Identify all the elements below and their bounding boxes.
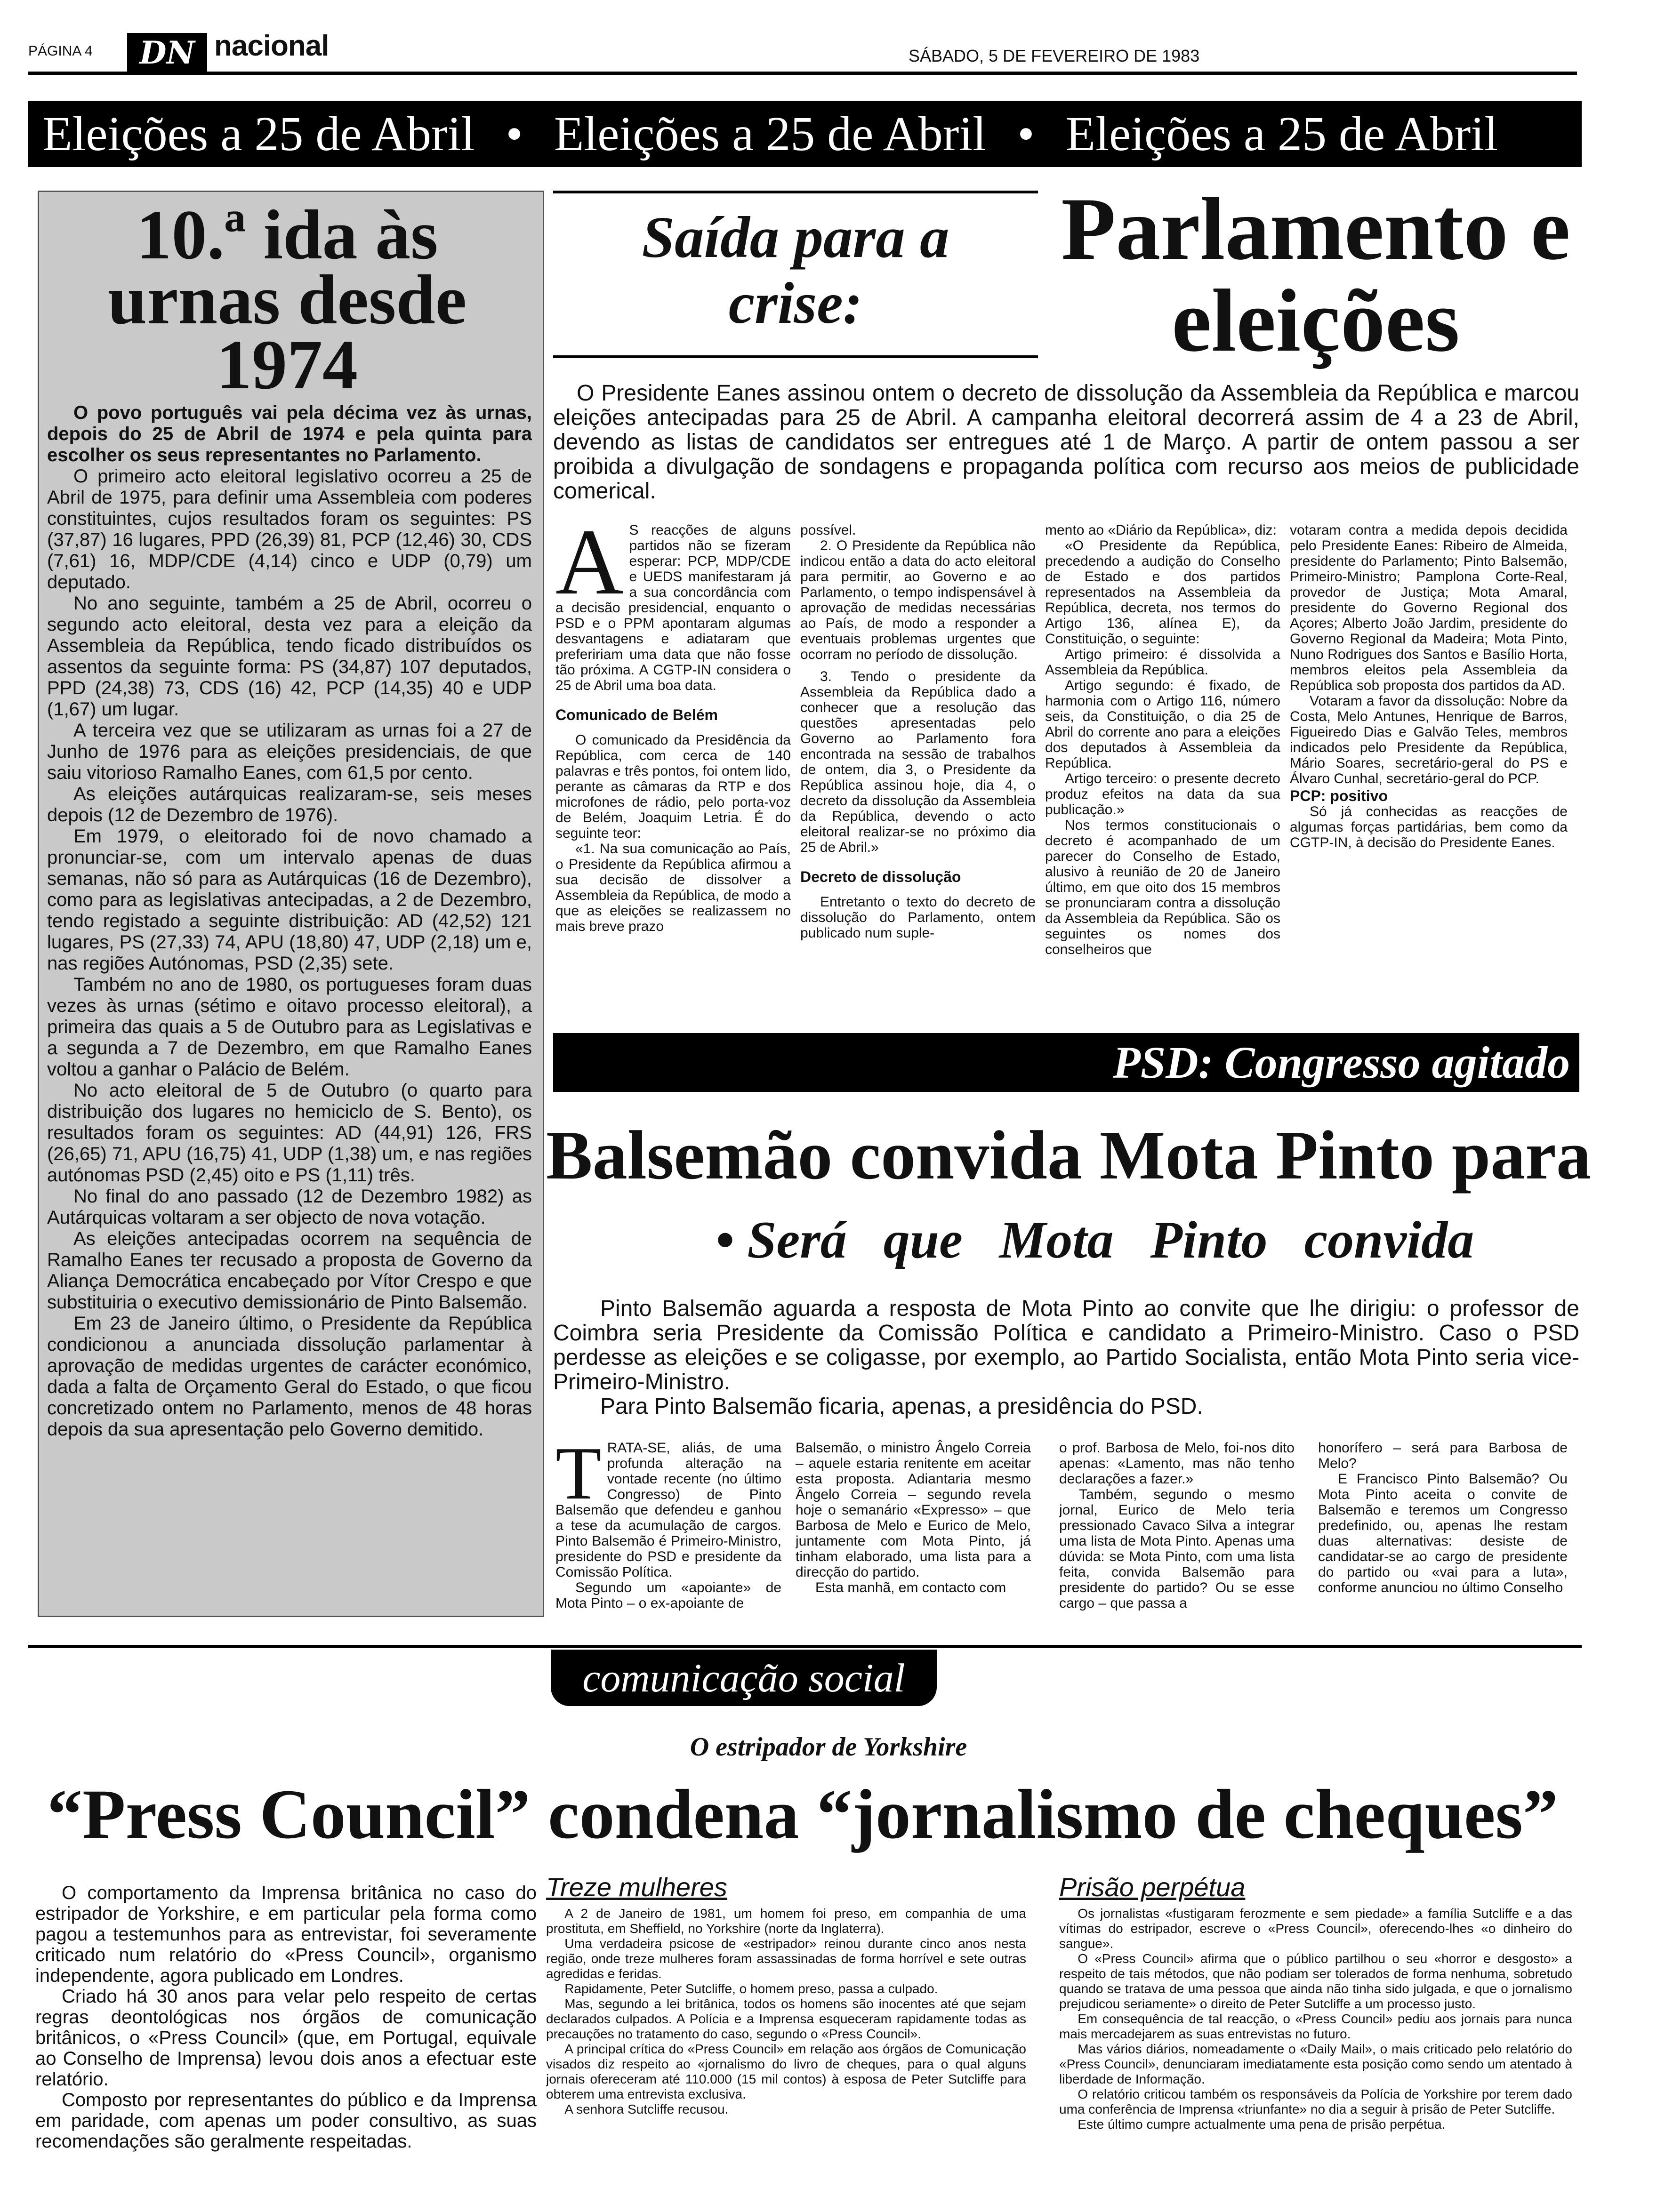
- parlamento-col-3: [1045, 522, 1280, 1012]
- sidebar-paragraph: No ano seguinte, também a 25 de Abril, ocorreu o segundo acto eleitoral, desta vez para a eleição da Assembleia da República, tendo ficado distribuídos os assentos da seguinte forma: PS (34,87) 107 deputados, PPD (24,38) 73, CDS (16) 42, PCP (14,35) 40 e UDP (1,67) um lugar.: [47, 593, 532, 720]
- psd-lead-paragraph: Para Pinto Balsemão ficaria, apenas, a presidência do PSD.: [600, 1394, 1203, 1419]
- issue-date: SÁBADO, 5 DE FEVEREIRO DE 1983: [909, 46, 1200, 65]
- article-paragraph: Os jornalistas «fustigaram ferozmente e sem piedade» a família Sutcliffe e a das vítimas do estripador, escreve o «Press Council», oferecendo-lhes «o dinheiro do sangue».: [1059, 1906, 1572, 1951]
- article-paragraph: possível.: [800, 522, 856, 538]
- article-paragraph: A principal crítica do «Press Council» em relação aos órgãos de Comunicação visados diz respeito ao «jornalismo do livro de cheques, para o qual alguns jornais ofereceram até 110.000 (15 mil contos) à esposa de Peter Sutcliffe para obterem uma entrevista exclusiva.: [546, 2042, 1026, 2101]
- article-paragraph: E Francisco Pinto Balsemão? Ou Mota Pinto aceita o convite de Balsemão e teremos um Congresso predefinido, ou, apenas lhe restam duas alternativas: desiste de candidatar-se ao cargo de presidente do partido ou «vai para a luta», conforme anunciou no último Conselho: [1318, 1471, 1568, 1595]
- article-paragraph: Também, segundo o mesmo jornal, Eurico de Melo teria pressionado Cavaco Silva a integrar uma lista de Mota Pinto. Apenas uma dúvida: se Mota Pinto, com uma lista feita, convida Balsemão para presidente do partido? Ou se esse cargo – que passa a: [1059, 1487, 1295, 1611]
- section-name: nacional: [214, 30, 329, 62]
- article-paragraph: Segundo um «apoiante» de Mota Pinto – o ex-apoiante de: [555, 1580, 781, 1611]
- media-headline: “Press Council” condena “jornalismo de cheques”: [47, 1775, 1558, 1853]
- sidebar-paragraph: As eleições antecipadas ocorrem na sequência de Ramalho Eanes ter recusado a proposta de Governo da Aliança Democrática encabeçado por Vítor Crespo e que substituiria o executivo demissionário de Pinto Balsemão.: [47, 1228, 532, 1313]
- parlamento-col-1: [555, 522, 791, 1012]
- parlamento-lead: O Presidente Eanes assinou ontem o decreto de dissolução da Assembleia da República e marcou eleições antecipadas para 25 de Abril. A campanha eleitoral decorrerá assim de 4 a 23 de Abril, devendo as listas de candidatos ser entregues até 1 de Março. A partir de ontem passou a ser proibida a divulgação de sondagens e propaganda política com recurso aos meios de publicidade comerical.: [553, 381, 1579, 504]
- sidebar-paragraph: O povo português vai pela décima vez às urnas, depois do 25 de Abril de 1974 e pela quinta para escolher os seus representantes no Parlamento.: [47, 402, 532, 465]
- drop-cap: T: [555, 1440, 602, 1515]
- treze-mulheres-title: Treze mulheres: [546, 1872, 727, 1902]
- psd-col-4: [1318, 1440, 1568, 1628]
- sidebar-paragraph: Em 1979, o eleitorado foi de novo chamado a pronunciar-se, com um intervalo apenas de duas semanas, não só para as Autárquicas (16 de Dezembro), como para as legislativas antecipadas, a 2 de Dezembro, tendo registado a seguinte distribuição: AD (42,52) 121 lugares, PS (27,33) 74, APU (18,80) 47, UDP (2,18) um e, nas regiões Autónomas, PSD (2,35) sete.: [47, 826, 532, 974]
- sidebar-paragraph: Em 23 de Janeiro último, o Presidente da República condicionou a anunciada dissolução parlamentar à aprovação de medidas urgentes de carácter económico, dada a falta de Orçamento Geral do Estado, o que ficou concretizado ontem no Parlamento, menos de 48 horas depois da sua apresentação pelo Governo demitido.: [47, 1313, 532, 1440]
- article-paragraph: RATA-SE, aliás, de uma profunda alteração na vontade recente (no último Congresso) de Pinto Balsemão que defendeu e ganhou a tese da acumulação de cargos. Pinto Balsemão é Primeiro-Ministro, presidente do PSD e presidente da Comissão Política.: [555, 1440, 781, 1580]
- article-paragraph: S reacções de alguns partidos não se fizeram esperar: PCP, MDP/CDE e UEDS manifestaram já a sua concordância com a decisão presidencial, enquanto o PSD e o PPM apontaram algumas desvantagens e adiataram que prefeririam uma data que não fosse tão próxima. A CGTP-IN considera o 25 de Abril uma boa data.: [555, 522, 791, 693]
- banner-item: Eleições a 25 de Abril: [1065, 107, 1498, 161]
- article-paragraph: Em consequência de tal reacção, o «Press Council» pediu aos jornais para nunca mais mercadejarem as suas entrevistas no futuro.: [1059, 2012, 1572, 2041]
- article-paragraph: Este último cumpre actualmente uma pena de prisão perpétua.: [1078, 2117, 1446, 2132]
- bullet-icon: •: [1017, 107, 1035, 161]
- psd-col-2: [796, 1440, 1031, 1628]
- article-paragraph: 3. Tendo o presidente da Assembleia da República dado a conhecer que a resolução das questões apresentadas pelo Governo ao Parlamento fora encontrada na sessão de trabalhos de ontem, dia 3, o Presidente da República assinou hoje, dia 4, o decreto da dissolução da Assembleia da República, devendo o acto eleitoral realizar-se no próximo dia 25 de Abril.»: [800, 669, 1036, 855]
- article-paragraph: Esta manhã, em contacto com: [815, 1580, 1006, 1595]
- article-paragraph: mento ao «Diário da República», diz:: [1045, 522, 1277, 538]
- section-rule: [28, 1645, 1582, 1648]
- psd-col-1: [555, 1440, 781, 1628]
- article-paragraph: Entretanto o texto do decreto de dissolução do Parlamento, ontem publicado num suple-: [800, 894, 1036, 941]
- psd-bar-label: PSD: Congresso agitado: [1113, 1037, 1570, 1088]
- article-paragraph: Mas vários diários, nomeadamente o «Daily Mail», o mais criticado pelo relatório do «Press Council», denunciaram imediatamente esta posição como sendo um atentado à liberdade de Informação.: [1059, 2042, 1572, 2086]
- article-paragraph: Nos termos constitucionais o decreto é acompanhado de um parecer do Conselho de Estado, alusivo à reunião de 20 de Janeiro último, em que oito dos 15 membros se pronunciaram contra a dissolução da Assembleia da República. São os seguintes os nomes dos conselheiros que: [1045, 817, 1280, 957]
- media-section-label: comunicação social: [551, 1650, 937, 1706]
- article-paragraph: votaram contra a medida depois decidida pelo Presidente Eanes: Ribeiro de Almeida, presidente do Parlamento; Pinto Balsemão, Primeiro-Ministro; Pamplona Corte-Real, provedor de Justiça; Mota Amaral, presidente do Governo Regional dos Açores; Alberto João Jardim, presidente do Governo Regional da Madeira; Mota Pinto, Nuno Rodrigues dos Santos e Basílio Horta, membros eleitos pela Assembleia da República sob proposta dos partidos da AD.: [1290, 522, 1568, 693]
- media-col-3: [1059, 1906, 1572, 2184]
- parlamento-col-4: [1290, 522, 1568, 1012]
- sidebar-paragraph: O primeiro acto eleitoral legislativo ocorreu a 25 de Abril de 1975, para definir uma Assembleia com poderes constituintes, cujos resultados foram os seguintes: PS (37,87) 16 lugares, PPD (26,39) 81, PCP (12,46) 30, CDS (7,61) 16, MDP/CDE (4,14) cinco e UDP (0,79) um deputado.: [47, 466, 532, 593]
- article-paragraph: O comunicado da Presidência da República, com cerca de 140 palavras e três pontos, foi ontem lido, perante as câmaras da RTP e dos microfones de rádio, pelo porta-voz de Belém, Joaquim Letria. É do seguinte teor:: [555, 732, 791, 841]
- parlamento-col-2: [800, 522, 1036, 1012]
- parlamento-headline: Parlamento e eleições: [1061, 180, 1570, 370]
- article-paragraph: Só já conhecidas as reacções de algumas forças partidárias, bem como da CGTP-IN, à decisão do Presidente Eanes.: [1290, 804, 1568, 850]
- article-paragraph: A senhora Sutcliffe recusou.: [564, 2102, 729, 2116]
- banner-item: Eleições a 25 de Abril: [42, 107, 475, 161]
- masthead-rule: [28, 72, 1577, 75]
- election-banner: [28, 101, 1582, 167]
- sidebar-paragraph: A terceira vez que se utilizaram as urnas foi a 27 de Junho de 1976 para as eleições presidenciais, de que saiu vitorioso Ramalho Eanes, com 61,5 por cento.: [47, 720, 532, 783]
- article-paragraph: Rapidamente, Peter Sutcliffe, o homem preso, passa a culpado.: [564, 1981, 938, 1996]
- article-paragraph: A 2 de Janeiro de 1981, um homem foi preso, em companhia de uma prostituta, em Sheffield, no Yorkshire (norte da Inglaterra).: [546, 1906, 1026, 1936]
- article-paragraph: «O Presidente da República, precedendo a audição do Conselho de Estado e dos partidos representados na Assembleia da República, decreta, nos termos do Artigo 136, alínea E), da Constituição, o seguinte:: [1045, 538, 1280, 647]
- bullet-icon: •: [716, 1211, 734, 1269]
- parlamento-kicker: Saída para a crise:: [642, 205, 949, 336]
- article-paragraph: Composto por representantes do público e da Imprensa em paridade, com apenas um poder consultivo, as suas recomendações são geralmente respeitadas.: [35, 2090, 537, 2152]
- psd-lead-paragraph: Pinto Balsemão aguarda a resposta de Mota Pinto ao convite que lhe dirigiu: o professor de Coimbra seria Presidente da Comissão Política e candidato a Primeiro-Ministro. Caso o PSD perdesse as eleições e se coligasse, por exemplo, ao Partido Socialista, então Mota Pinto seria vice-Primeiro-Ministro.: [553, 1296, 1579, 1395]
- article-paragraph: «1. Na sua comunicação ao País, o Presidente da República afirmou a sua decisão de dissolver a Assembleia da República, de modo a que as eleições se realizassem no mais breve prazo: [555, 841, 791, 934]
- article-paragraph: O «Press Council» afirma que o público partilhou o seu «horror e desgosto» a respeito de tais métodos, que não podiam ser tolerados de forma nenhuma, sobretudo quando se tratava de uma pessoa que ainda não tinha sido julgada, e que o jornalismo prejudicou seriamente» o direito de Peter Sutcliffe a um processo justo.: [1059, 1951, 1572, 2011]
- psd-lead: [553, 1297, 1579, 1419]
- article-paragraph: honorífero – será para Barbosa de Melo?: [1318, 1440, 1568, 1471]
- article-paragraph: Votaram a favor da dissolução: Nobre da Costa, Melo Antunes, Henrique de Barros, Figueiredo Dias e Galvão Teles, membros indicados pelo Presidente da República, Mário Soares, secretário-geral do PS e Álvaro Cunhal, secretário-geral do PCP.: [1290, 693, 1568, 786]
- sidebar-paragraph: As eleições autárquicas realizaram-se, seis meses depois (12 de Dezembro de 1976).: [47, 784, 532, 825]
- page-label: PÁGINA 4: [28, 43, 93, 59]
- psd-subhead-text: Será que Mota Pinto convida: [747, 1211, 1474, 1269]
- banner-item: Eleições a 25 de Abril: [554, 107, 987, 161]
- article-paragraph: 2. O Presidente da República não indicou então a data do acto eleitoral para permitir, ao Governo e ao Parlamento, o tempo indispensável à aprovação de medidas necessárias ao País, de modo a responder a eventuais problemas urgentes que ocorram no período de dissolução.: [800, 538, 1036, 662]
- kicker-rule-top: [553, 191, 1038, 193]
- psd-col-3: [1059, 1440, 1295, 1628]
- article-paragraph: o prof. Barbosa de Melo, foi-nos dito apenas: «Lamento, mas não tenho declarações a fazer.»: [1059, 1440, 1295, 1487]
- sidebar-paragraph: Também no ano de 1980, os portugueses foram duas vezes às urnas (sétimo e oitavo processo eleitoral), a primeira das quais a 5 de Outubro para as Legislativas e a segunda a 7 de Dezembro, em que Ramalho Eanes voltou a ganhar o Palácio de Belém.: [47, 974, 532, 1080]
- article-paragraph: Uma verdadeira psicose de «estripador» reinou durante cinco anos nesta região, onde treze mulheres foram assassinadas de forma horrível e sete outras agredidas e feridas.: [546, 1936, 1026, 1981]
- article-paragraph: Criado há 30 anos para velar pelo respeito de certas regras deontológicas nos órgãos de comunicação britânicos, o «Press Council» (que, em Portugal, equivale ao Conselho de Imprensa) levou dois anos a efectuar este relatório.: [35, 1986, 537, 2090]
- subheading: Comunicado de Belém: [555, 706, 718, 723]
- sidebar-text: [47, 402, 532, 1607]
- subheading: Decreto de dissolução: [800, 868, 961, 885]
- sidebar-paragraph: No final do ano passado (12 de Dezembro 1982) as Autárquicas voltaram a ser objecto de nova votação.: [47, 1186, 532, 1228]
- psd-subhead: [716, 1210, 1577, 1271]
- article-paragraph: O comportamento da Imprensa britânica no caso do estripador de Yorkshire, e em particular pela forma como pagou a testemunhos para as entrevistar, foi severamente criticado num relatório do «Press Council», organismo independente, agora publicado em Londres.: [35, 1883, 537, 1986]
- article-paragraph: Artigo terceiro: o presente decreto produz efeitos na data da sua publicação.»: [1045, 771, 1280, 817]
- article-paragraph: Artigo primeiro: é dissolvida a Assembleia da República.: [1045, 647, 1280, 678]
- drop-cap: A: [555, 522, 624, 614]
- article-paragraph: O relatório criticou também os responsáveis da Polícia de Yorkshire por terem dado uma conferência de Imprensa «triunfante» no dia a seguir à prisão de Peter Sutcliffe.: [1059, 2087, 1572, 2116]
- subheading: PCP: positivo: [1290, 787, 1388, 804]
- media-kicker: O estripador de Yorkshire: [690, 1732, 967, 1762]
- kicker-rule-bottom: [553, 355, 1038, 358]
- dn-logo: DN: [127, 33, 207, 73]
- media-col-1: [35, 1883, 537, 2184]
- sidebar-paragraph: No acto eleitoral de 5 de Outubro (o quarto para distribuição dos lugares no hemiciclo de S. Bento), os resultados foram os seguintes: AD (44,91) 126, FRS (26,65) 71, APU (16,75) 41, UDP (1,38) um, e nas regiões autónomas PSD (2,45) oito e PS (1,11) três.: [47, 1080, 532, 1186]
- article-paragraph: Balsemão, o ministro Ângelo Correia – aquele estaria renitente em aceitar esta proposta. Adiantaria mesmo Ângelo Correia – segundo revela hoje o semanário «Expresso» – que Barbosa de Melo e Eurico de Melo, juntamente com Mota Pinto, já tinham elaborado, uma lista para a direcção do partido.: [796, 1440, 1031, 1580]
- prisao-perpetua-title: Prisão perpétua: [1059, 1872, 1246, 1902]
- article-paragraph: Mas, segundo a lei britânica, todos os homens são inocentes até que sejam declarados culpados. A Polícia e a Imprensa esqueceram rapidamente todas as precauções no tratamento do caso, segundo o «Press Council».: [546, 1996, 1026, 2041]
- bullet-icon: •: [506, 107, 523, 161]
- media-col-2: [546, 1906, 1026, 2184]
- sidebar-title: 10.ª ida às urnas desde 1974: [107, 196, 467, 404]
- article-paragraph: Artigo segundo: é fixado, de harmonia com o Artigo 116, número seis, da Constituição, o dia 25 de Abril do corrente ano para a eleições dos deputados à Assembleia da República.: [1045, 678, 1280, 771]
- psd-headline: Balsemão convida Mota Pinto para: [546, 1117, 1591, 1194]
